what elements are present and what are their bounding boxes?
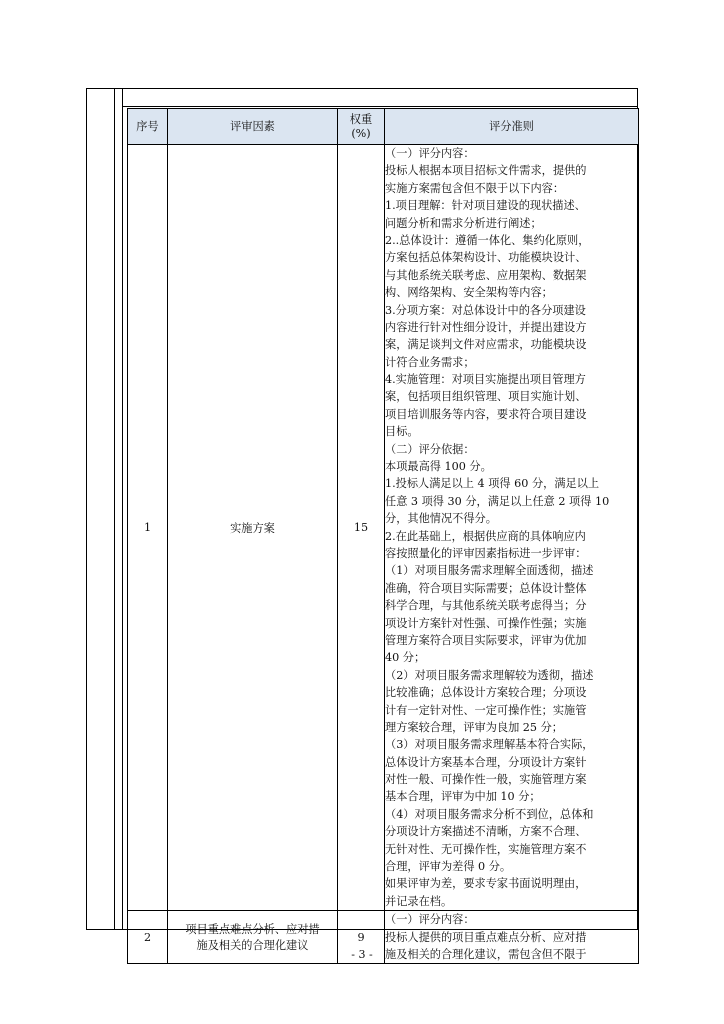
criteria-line: 案，包括项目组织管理、项目实施计划、 [385,390,587,404]
criteria-line: 基本合理，评审为中加 10 分； [385,790,541,804]
header-criteria: 评分准则 [385,109,639,145]
criteria-line: 任意 3 项得 30 分，满足以上任意 2 项得 10 [385,494,610,508]
header-no: 序号 [128,109,168,145]
table-row [128,145,639,911]
criteria-line: 比较准确；总体设计方案较合理；分项设 [385,686,587,700]
row-weight: 9 [338,911,385,964]
criteria-line: 与其他系统关联考虑、应用架构、数据架 [385,268,587,282]
criteria-line: 分，其他情况不得分。 [385,512,497,526]
criteria-line: 管理方案符合项目实际要求，评审为优加 [385,633,587,647]
criteria-line: 准确，符合项目实际需要；总体设计整体 [385,581,587,595]
criteria-line: 2..总体设计：遵循一体化、集约化原则， [385,233,590,247]
criteria-line: 施及相关的合理化建议，需包含但不限于 [385,947,587,961]
criteria-line: （一）评分内容： [385,147,475,160]
criteria-line: 对性一般、可操作性一般，实施管理方案 [385,773,587,787]
row-criteria [385,145,639,911]
criteria-line: 容按照量化的评审因素指标进一步评审： [385,546,587,560]
criteria-line: 项目培训服务等内容，要求符合项目建设 [385,407,587,421]
criteria-line: 理方案较合理，评审为良加 25 分； [385,720,563,734]
criteria-line: （1）对项目服务需求理解全面透彻，描述 [385,564,594,578]
criteria-line: 1.项目理解：针对项目建设的现状描述、 [385,199,586,213]
header-factor: 评审因素 [168,109,338,145]
row-factor-line2: 施及相关的合理化建议 [196,939,309,953]
frame-divider-left [114,88,115,930]
header-weight-line1: 权重 [349,112,373,126]
criteria-line: 合理，评审为差得 0 分。 [385,860,512,874]
criteria-line: 科学合理，与其他系统关联考虑得当；分 [385,599,587,613]
criteria-line: 3.分项方案：对总体设计中的各分项建设 [385,303,586,317]
criteria-line: 实施方案需包含但不限于以下内容： [385,181,565,195]
frame-divider-right [122,88,123,930]
row-no: 1 [128,145,168,911]
table-header-row [128,109,639,145]
criteria-line: 案，满足谈判文件对应需求，功能模块设 [385,338,587,352]
criteria-line: 计有一定针对性、一定可操作性；实施管 [385,703,587,717]
header-weight [338,109,385,145]
criteria-line: （二）评分依据： [385,442,475,456]
criteria-line: 计符合业务需求； [385,355,475,369]
criteria-line: （4）对项目服务需求分析不到位，总体和 [385,807,594,821]
criteria-line: 内容进行针对性细分设计，并提出建设方 [385,320,587,334]
criteria-line: 方案包括总体架构设计、功能模块设计、 [385,251,587,265]
criteria-line: （3）对项目服务需求理解基本符合实际， [385,738,594,752]
criteria-line: 构、网络架构、安全架构等内容； [385,286,553,300]
criteria-line: 分项设计方案描述不清晰，方案不合理、 [385,825,587,839]
header-weight-line2: (%) [351,126,371,140]
page-number: - 3 - [351,948,373,961]
frame-top-rule [122,106,638,107]
criteria-line: （一）评分内容： [385,913,475,927]
criteria-line: 本项最高得 100 分。 [385,460,492,474]
criteria-line: 并记录在档。 [385,894,453,908]
criteria-line: 项设计方案针对性强、可操作性强；实施 [385,616,587,630]
criteria-line: 1.投标人满足以上 4 项得 60 分，满足以上 [385,477,600,491]
criteria-line: 目标。 [385,425,419,439]
criteria-line: 投标人根据本项目招标文件需求，提供的 [385,164,587,178]
scoring-criteria-table [127,108,639,964]
criteria-line: 问题分析和需求分析进行阐述； [385,216,542,230]
row-no: 2 [128,911,168,964]
criteria-line: 总体设计方案基本合理，分项设计方案针 [385,755,587,769]
criteria-line: （2）对项目服务需求理解较为透彻，描述 [385,668,594,682]
criteria-line: 投标人提供的项目重点难点分析、应对措 [385,930,587,944]
row-factor-line1: 项目重点难点分析、应对措 [185,923,320,937]
criteria-line: 4.实施管理：对项目实施提出项目管理方 [385,373,586,387]
criteria-line: 如果评审为差，要求专家书面说明理由， [385,877,587,891]
row-weight: 15 [338,145,385,911]
criteria-line: 无针对性、无可操作性，实施管理方案不 [385,842,587,856]
criteria-line: 2.在此基础上，根据供应商的具体响应内 [385,529,586,543]
row-factor: 实施方案 [168,145,338,911]
criteria-line: 40 分； [385,651,426,665]
